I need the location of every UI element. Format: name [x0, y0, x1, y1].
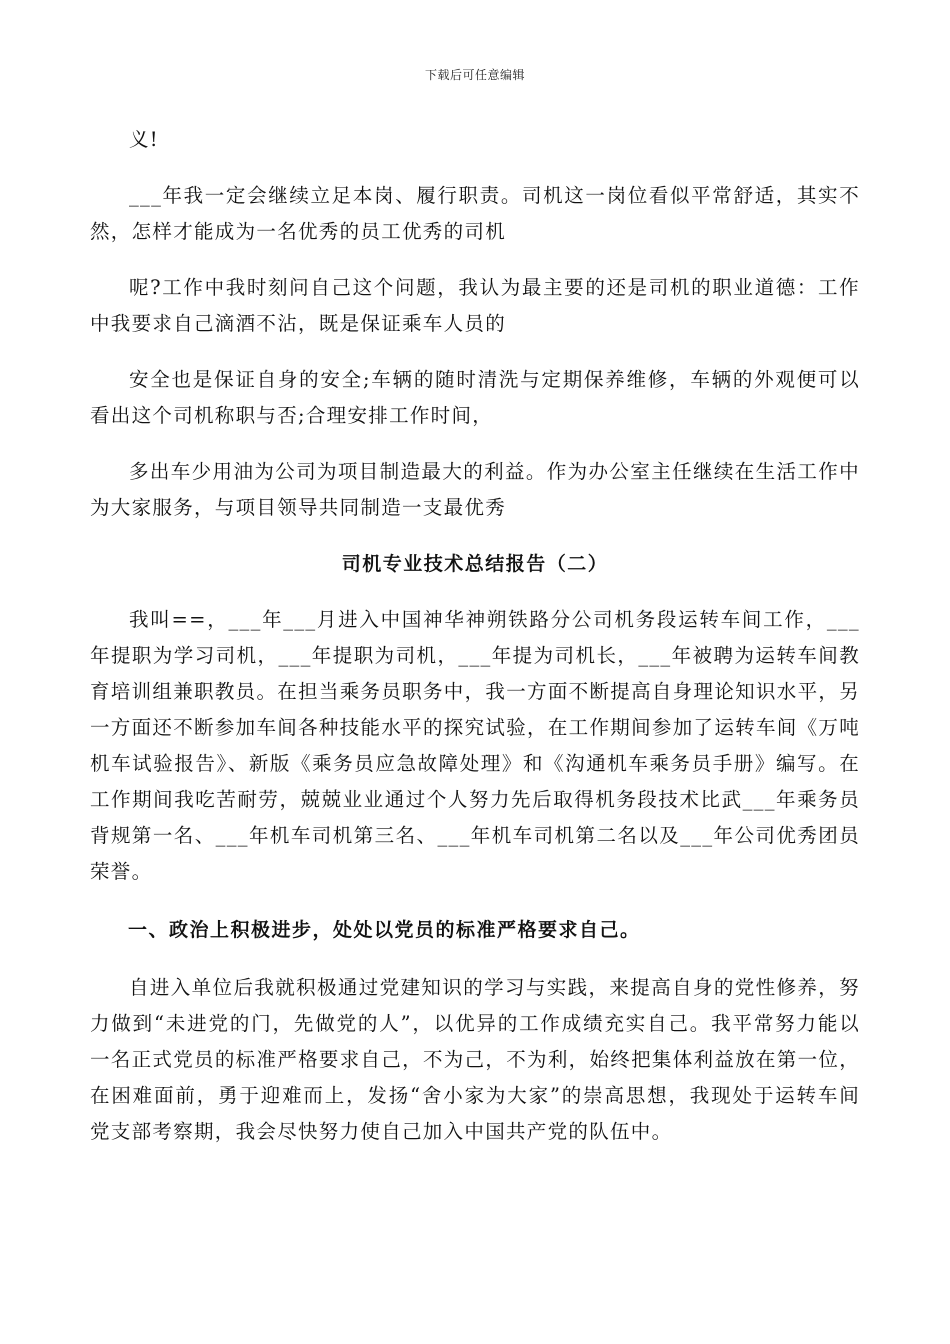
paragraph-5: 多出车少用油为公司为项目制造最大的利益。作为办公室主任继续在生活工作中为大家服务，与项目领导共同制造一支最优秀 — [90, 460, 860, 519]
paragraph-1: 义! — [129, 128, 159, 151]
header-note: 下载后可任意编辑 — [424, 68, 525, 82]
subheading-1: 一、政治上积极进步，处处以党员的标准严格要求自己。 — [128, 919, 641, 941]
paragraph-7: 自进入单位后我就积极通过党建知识的学习与实践，来提高自身的党性修养，努力做到“未进党的门，先做党的人”，以优异的工作成绩充实自己。我平常努力能以一名正式党员的标准严格要求自己，不为己，不为利，始终把集体利益放在第一位，在困难面前，勇于迎难而上，发扬“舍小家为大家”的崇高思想，我现处于运转车间党支部考察期，我会尽快努力使自己加入中国共产党的队伍中。 — [90, 976, 860, 1143]
paragraph-2: ___年我一定会继续立足本岗、履行职责。司机这一岗位看似平常舒适，其实不然，怎样才能成为一名优秀的员工优秀的司机 — [90, 184, 860, 243]
paragraph-6: 我叫==，___年___月进入中国神华神朔铁路分公司机务段运转车间工作，___年提职为学习司机，___年提职为司机，___年提为司机长，___年被聘为运转车间教育培训组兼职教员。在担当乘务员职务中，我一方面不断提高自身理论知识水平，另一方面还不断参加车间各种技能水平的探究试验，在工作期间参加了运转车间《万吨机车试验报告》、新版《乘务员应急故障处理》和《沟通机车乘务员手册》编写。在工作期间我吃苦耐劳，兢兢业业通过个人努力先后取得机务段技术比武___年乘务员背规第一名、___年机车司机第三名、___年机车司机第二名以及___年公司优秀团员荣誉。 — [90, 608, 860, 883]
paragraph-3: 呢?工作中我时刻问自己这个问题，我认为最主要的还是司机的职业道德：工作中我要求自己滴酒不沾，既是保证乘车人员的 — [90, 276, 860, 335]
section-title: 司机专业技术总结报告（二） — [341, 553, 609, 575]
paragraph-4: 安全也是保证自身的安全;车辆的随时清洗与定期保养维修，车辆的外观便可以看出这个司机称职与否;合理安排工作时间， — [90, 368, 860, 427]
document-body — [90, 122, 860, 1170]
